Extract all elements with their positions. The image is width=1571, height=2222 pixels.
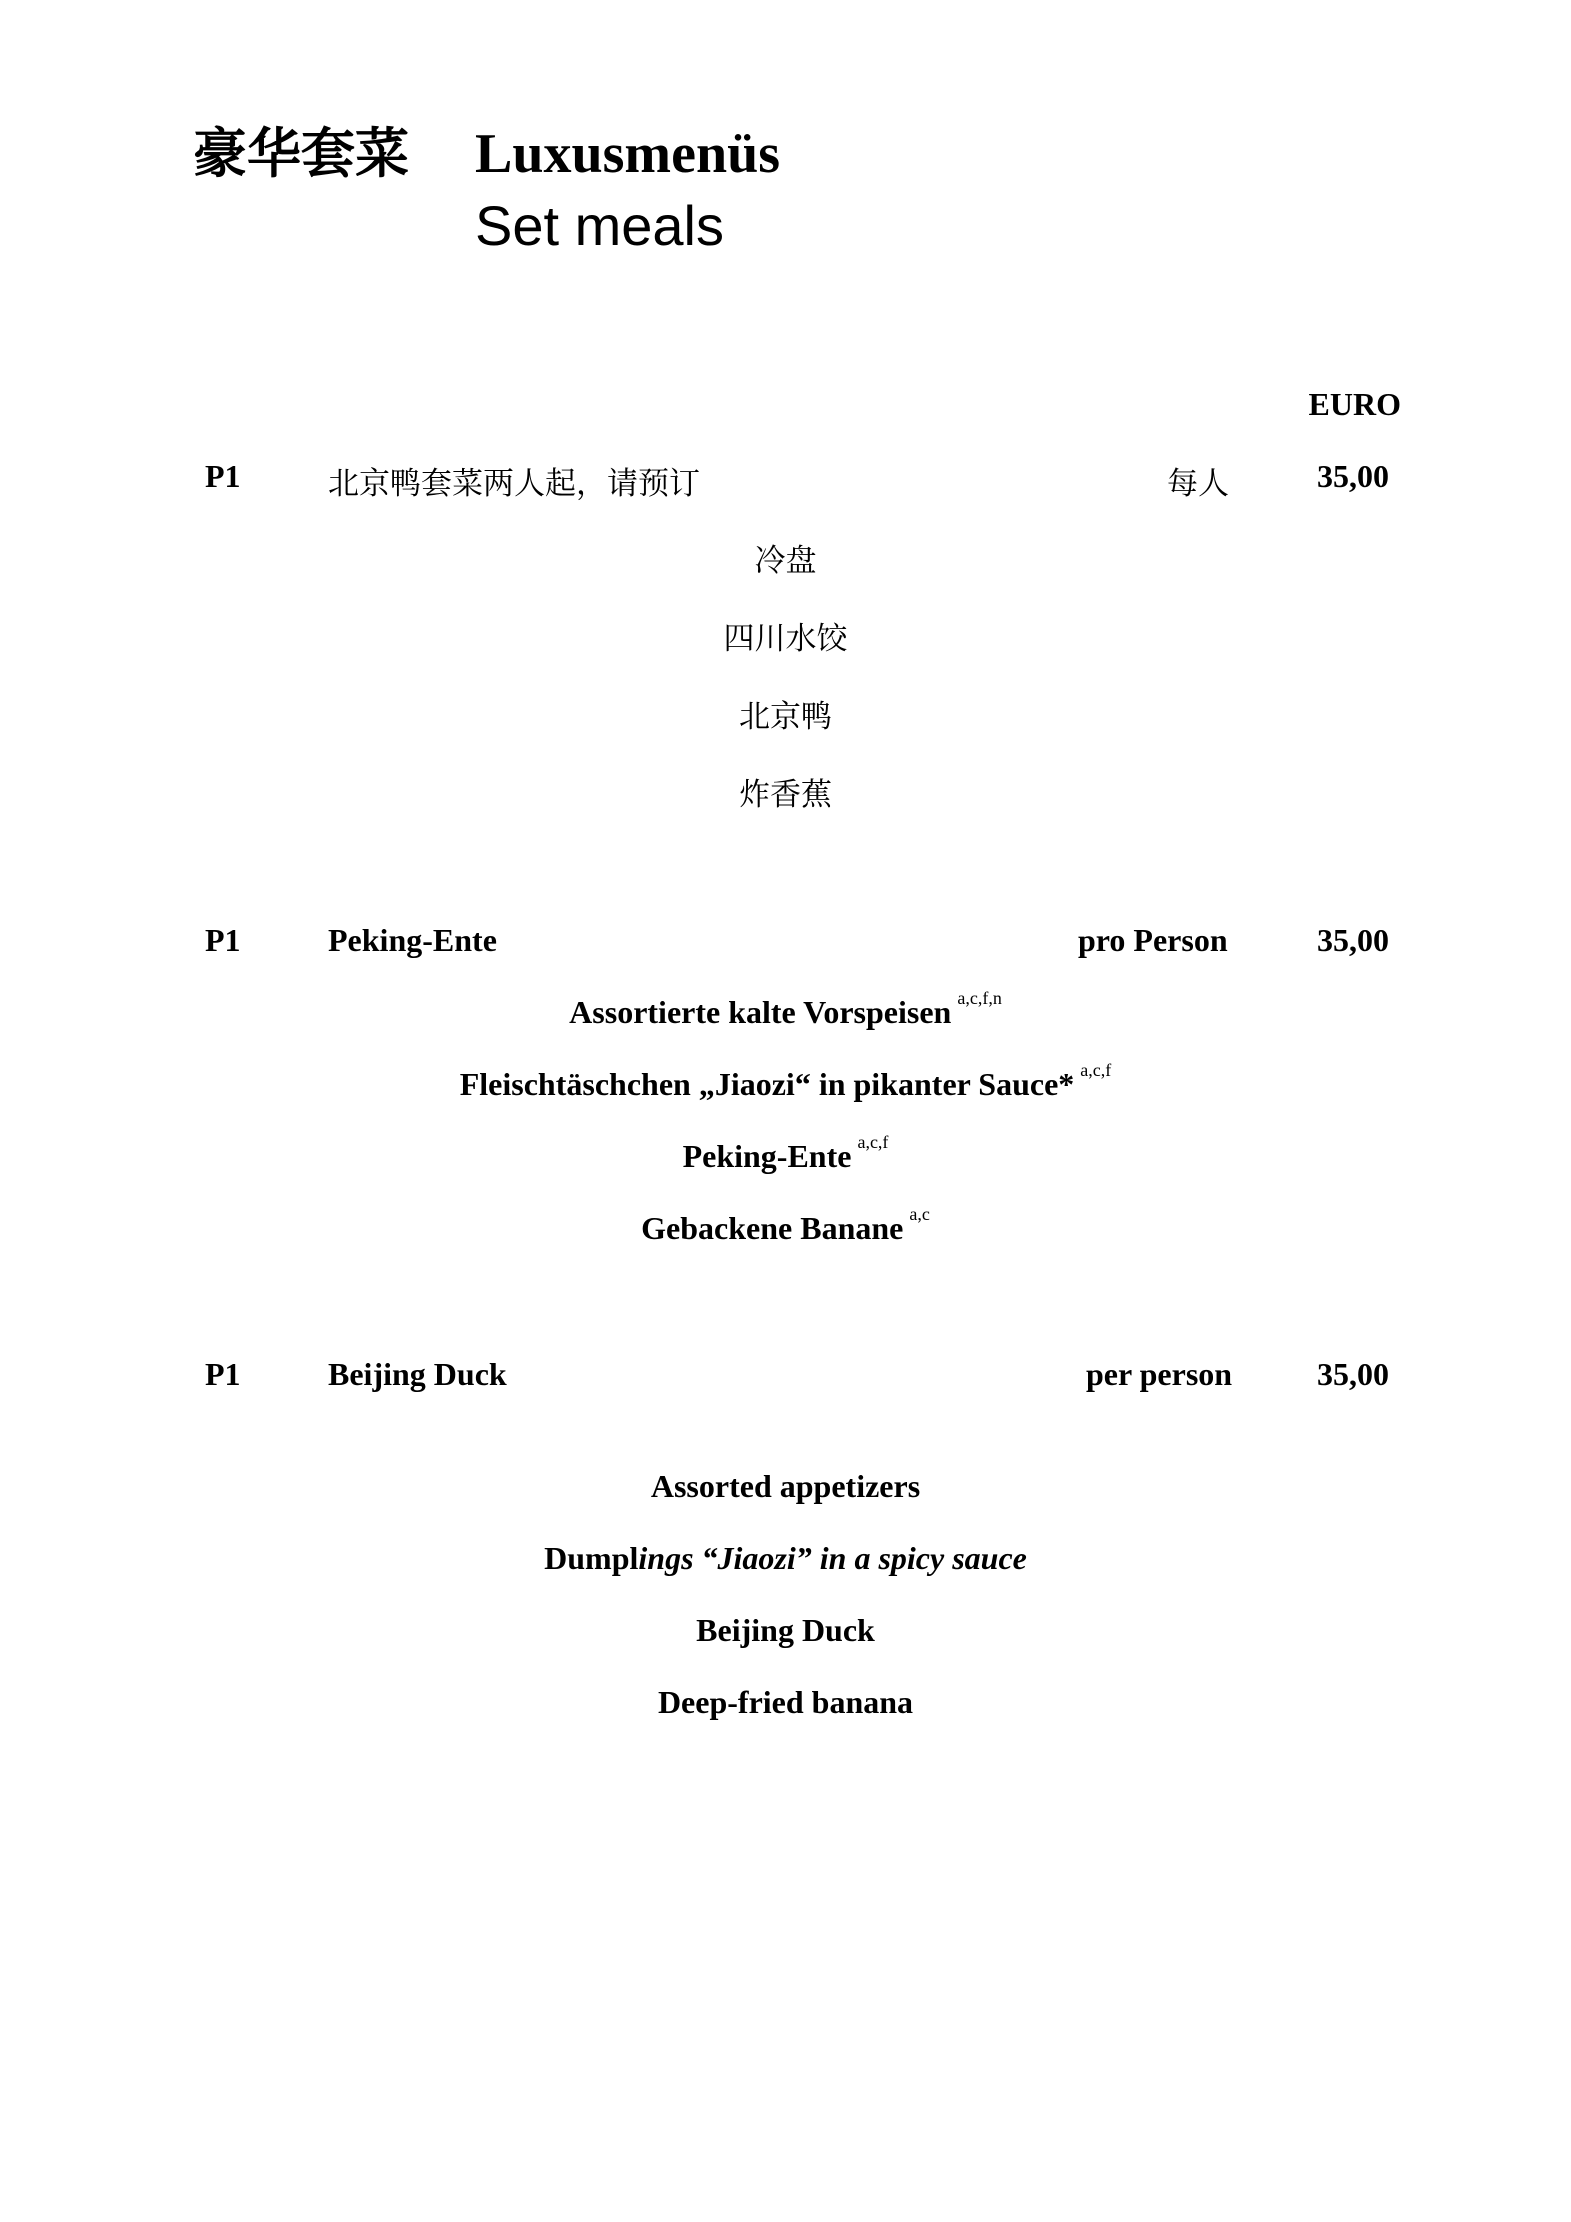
course-text: Assortierte kalte Vorspeisen (569, 994, 952, 1030)
allergen-codes: a,c,f,n (957, 988, 1002, 1008)
course-item: Beijing Duck (696, 1612, 875, 1648)
course-item (0, 1060, 1571, 1103)
menu-price: 35,00 (1317, 1356, 1389, 1392)
course-item (0, 988, 1571, 1031)
course-text: Peking-Ente (682, 1138, 852, 1174)
course-item (0, 1132, 1571, 1175)
course-item: Deep-fried banana (657, 1684, 914, 1720)
menu-price: 35,00 (1317, 458, 1389, 494)
course-text-italic: ings “Jiaozi” in a spicy sauce (638, 1540, 1027, 1576)
course-item: 冷盘 (754, 543, 817, 579)
course-item: 四川水饺 (723, 621, 848, 657)
menu-code: P1 (205, 458, 241, 494)
allergen-codes: a,c (909, 1204, 930, 1224)
course-text: Gebackene Banane (641, 1210, 904, 1246)
currency-label: EURO (1308, 386, 1401, 422)
menu-unit: per person (1086, 1356, 1233, 1392)
course-item (0, 1204, 1571, 1247)
course-item: 北京鸭 (739, 699, 832, 735)
menu-code: P1 (205, 922, 241, 958)
course-item: 炸香蕉 (739, 777, 832, 813)
page-subtitle-english: Set meals (475, 194, 724, 257)
menu-unit: 每人 (1167, 466, 1229, 502)
menu-name: Peking-Ente (328, 922, 497, 958)
course-text-bold: Dumpl (544, 1540, 639, 1576)
page-title-chinese: 豪华套菜 (193, 122, 409, 185)
menu-unit: pro Person (1078, 922, 1228, 958)
allergen-codes: a,c,f (857, 1132, 889, 1152)
menu-name: 北京鸭套菜两人起，请预订 (328, 466, 700, 502)
page-title-german: Luxusmenüs (475, 123, 781, 185)
course-item: Assorted appetizers (650, 1468, 921, 1504)
menu-code: P1 (205, 1356, 241, 1392)
menu-name: Beijing Duck (328, 1356, 507, 1392)
course-text: Fleischtäschchen „Jiaozi“ in pikanter Sauce* (459, 1066, 1075, 1102)
menu-price: 35,00 (1317, 922, 1389, 958)
course-item (0, 1540, 1571, 1577)
allergen-codes: a,c,f (1080, 1060, 1112, 1080)
